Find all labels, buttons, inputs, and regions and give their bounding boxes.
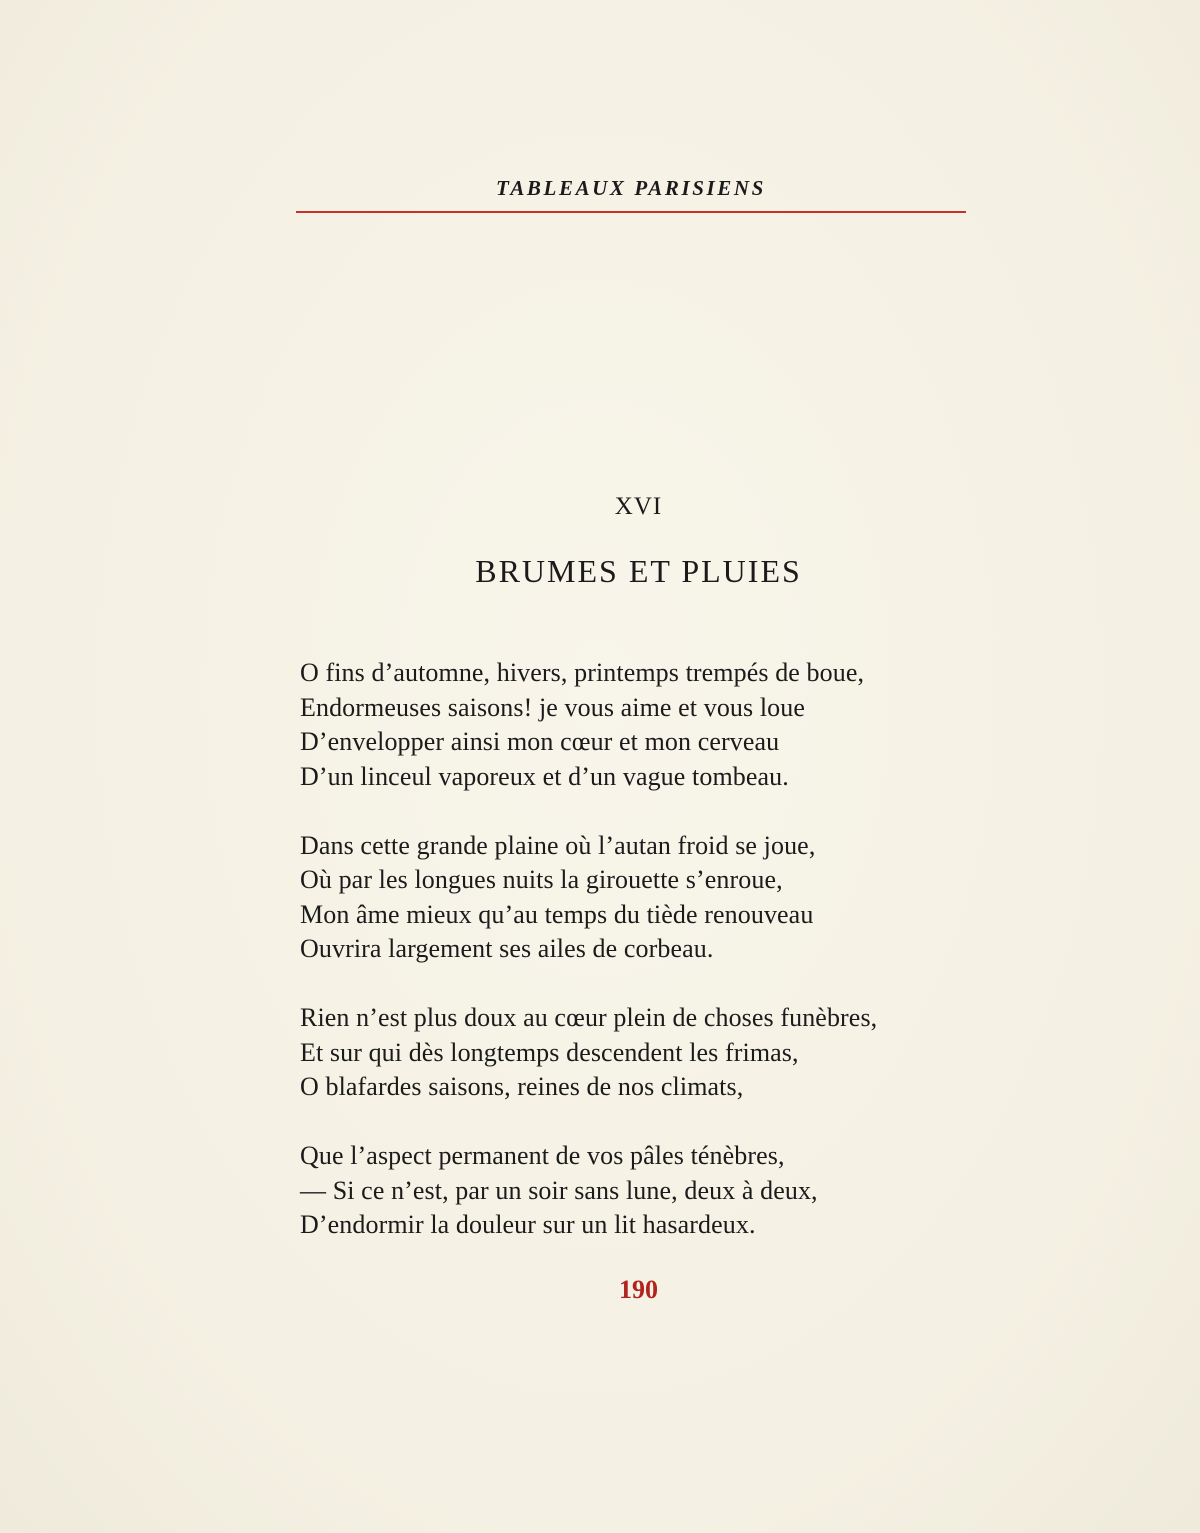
verse-line: Dans cette grande plaine où l’autan froid se joue,	[300, 830, 816, 860]
poem-body	[300, 656, 1000, 1277]
verse-line: D’envelopper ainsi mon cœur et mon cerveau	[300, 727, 780, 756]
page-number: 190	[619, 1275, 658, 1304]
verse-line: O blafardes saisons, reines de nos climats,	[300, 1072, 744, 1101]
header-rule	[296, 211, 966, 213]
verse-line: Et sur qui dès longtemps descendent les frimas,	[300, 1037, 799, 1067]
stanza	[300, 829, 1000, 967]
verse-line: D’endormir la douleur sur un lit hasardeux.	[300, 1210, 756, 1239]
verse-line: Ouvrira largement ses ailes de corbeau.	[300, 934, 714, 963]
verse-line: — Si ce n’est, par un soir sans lune, deux à deux,	[300, 1175, 818, 1205]
poem-number: XVI	[614, 493, 663, 520]
verse-line: Que l’aspect permanent de vos pâles ténèbres,	[300, 1141, 785, 1170]
poem-title: BRUMES ET PLUIES	[475, 553, 802, 589]
stanza	[300, 656, 1000, 794]
verse-line: Rien n’est plus doux au cœur plein de choses funèbres,	[300, 1003, 878, 1032]
stanza	[300, 1139, 1000, 1243]
verse-line: D’un linceul vaporeux et d’un vague tombeau.	[300, 761, 789, 791]
verse-line: Endormeuses saisons! je vous aime et vous loue	[300, 692, 806, 722]
stanza	[300, 1001, 1000, 1105]
running-head: TABLEAUX PARISIENS	[496, 176, 766, 200]
verse-line: Mon âme mieux qu’au temps du tiède renouveau	[300, 899, 814, 929]
verse-line: Où par les longues nuits la girouette s’enroue,	[300, 865, 783, 894]
verse-line: O fins d’automne, hivers, printemps trempés de boue,	[300, 658, 865, 687]
